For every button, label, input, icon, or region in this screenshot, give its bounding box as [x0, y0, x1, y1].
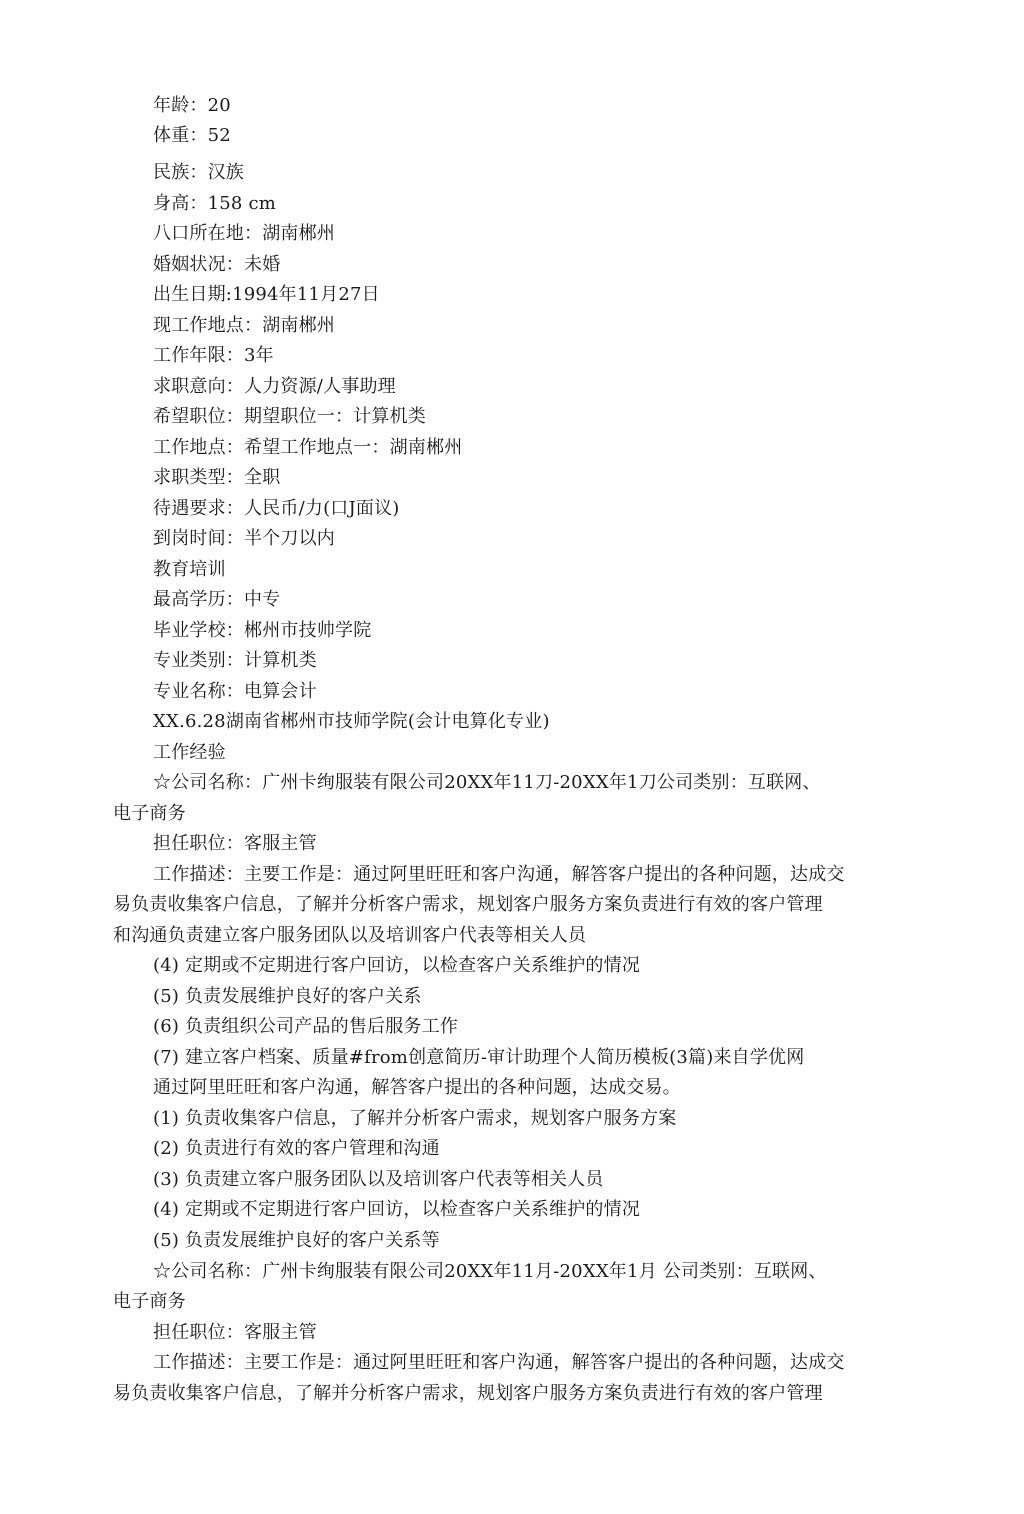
- duty-item: (2) 负责进行有效的客户管理和沟通: [153, 1138, 440, 1159]
- field-start-time: 到岗时间：半个刀以内: [153, 528, 335, 549]
- duty-item: (5) 负责发展维护良好的客户关系等: [153, 1230, 440, 1251]
- field-height: 身高：158 cm: [153, 193, 277, 214]
- field-major-name: 专业名称：电算会计: [153, 681, 317, 702]
- field-desired-position: 希望职位：期望职位一：计算机类: [153, 406, 426, 427]
- field-ethnicity: 民族：汉族: [153, 162, 244, 183]
- field-work-location: 工作地点：希望工作地点一：湖南郴州: [153, 437, 463, 458]
- duty-item: (5) 负责发展维护良好的客户关系: [153, 986, 422, 1007]
- duty-summary: 通过阿里旺旺和客户沟通，解答客户提出的各种问题，达成交易。: [153, 1077, 681, 1098]
- company-entry-2: ☆公司名称：广州卡绚服装有限公司20XX年11月-20XX年1月 公司类别：互联网、: [153, 1261, 827, 1282]
- position-1: 担任职位：客服主管: [153, 833, 317, 854]
- education-entry: XX.6.28湖南省郴州市技师学院(会计电算化专业): [153, 711, 550, 732]
- field-school: 毕业学校：郴州市技帅学院: [153, 620, 372, 641]
- company-entry-1-cont: 电子商务: [113, 803, 186, 824]
- field-weight: 体重：52: [153, 125, 231, 146]
- company-entry-1: ☆公司名称：广州卡绚服装有限公司20XX年11刀-20XX年1刀公司类别：互联网、: [153, 772, 821, 793]
- field-birth-date: 出生日期:1994年11月27日: [153, 284, 380, 305]
- field-salary: 待遇要求：人民币/力(口J面议): [153, 498, 400, 519]
- field-marital-status: 婚姻状况：未婚: [153, 254, 281, 275]
- field-job-type: 求职类型：全职: [153, 467, 281, 488]
- field-job-intent: 求职意向：人力资源/人事助理: [153, 376, 396, 397]
- company-entry-2-cont: 电子商务: [113, 1291, 186, 1312]
- duty-item: (1) 负责收集客户信息，了解并分析客户需求，规划客户服务方案: [153, 1108, 677, 1129]
- duty-item: (3) 负责建立客户服务团队以及培训客户代表等相关人员: [153, 1169, 604, 1190]
- field-household-location: 八口所在地：湖南郴州: [153, 223, 335, 244]
- field-current-work-location: 现工作地点：湖南郴州: [153, 315, 335, 336]
- duty-item: (4) 定期或不定期进行客户回访，以检查客户关系维护的情况: [153, 955, 641, 976]
- duty-item: (4) 定期或不定期进行客户回访，以检查客户关系维护的情况: [153, 1199, 641, 1220]
- job-description-2: 工作描述：主要工作是：通过阿里旺旺和客户沟通，解答客户提出的各种问题，达成交: [153, 1352, 845, 1373]
- job-description-2-cont: 易负责收集客户信息，了解并分析客户需求，规划客户服务方案负责进行有效的客户管理: [113, 1383, 823, 1404]
- job-description-1: 工作描述：主要工作是：通过阿里旺旺和客户沟通，解答客户提出的各种问题，达成交: [153, 864, 845, 885]
- field-work-years: 工作年限：3年: [153, 345, 274, 366]
- section-heading-education: 教育培训: [153, 559, 226, 580]
- section-heading-experience: 工作经验: [153, 742, 226, 763]
- field-major-category: 专业类别：计算机类: [153, 650, 317, 671]
- position-2: 担任职位：客服主管: [153, 1322, 317, 1343]
- field-age: 年龄：20: [153, 95, 231, 116]
- duty-item: (7) 建立客户档案、质量#from创意简历-审计助理个人简历模板(3篇)来自学优网: [153, 1047, 805, 1068]
- duty-item: (6) 负责组织公司产品的售后服务工作: [153, 1016, 459, 1037]
- field-highest-degree: 最高学历：中专: [153, 589, 281, 610]
- job-description-1-cont: 易负责收集客户信息，了解并分析客户需求，规划客户服务方案负责进行有效的客户管理: [113, 894, 823, 915]
- job-description-1-cont: 和沟通负责建立客户服务团队以及培训客户代表等相关人员: [113, 925, 587, 946]
